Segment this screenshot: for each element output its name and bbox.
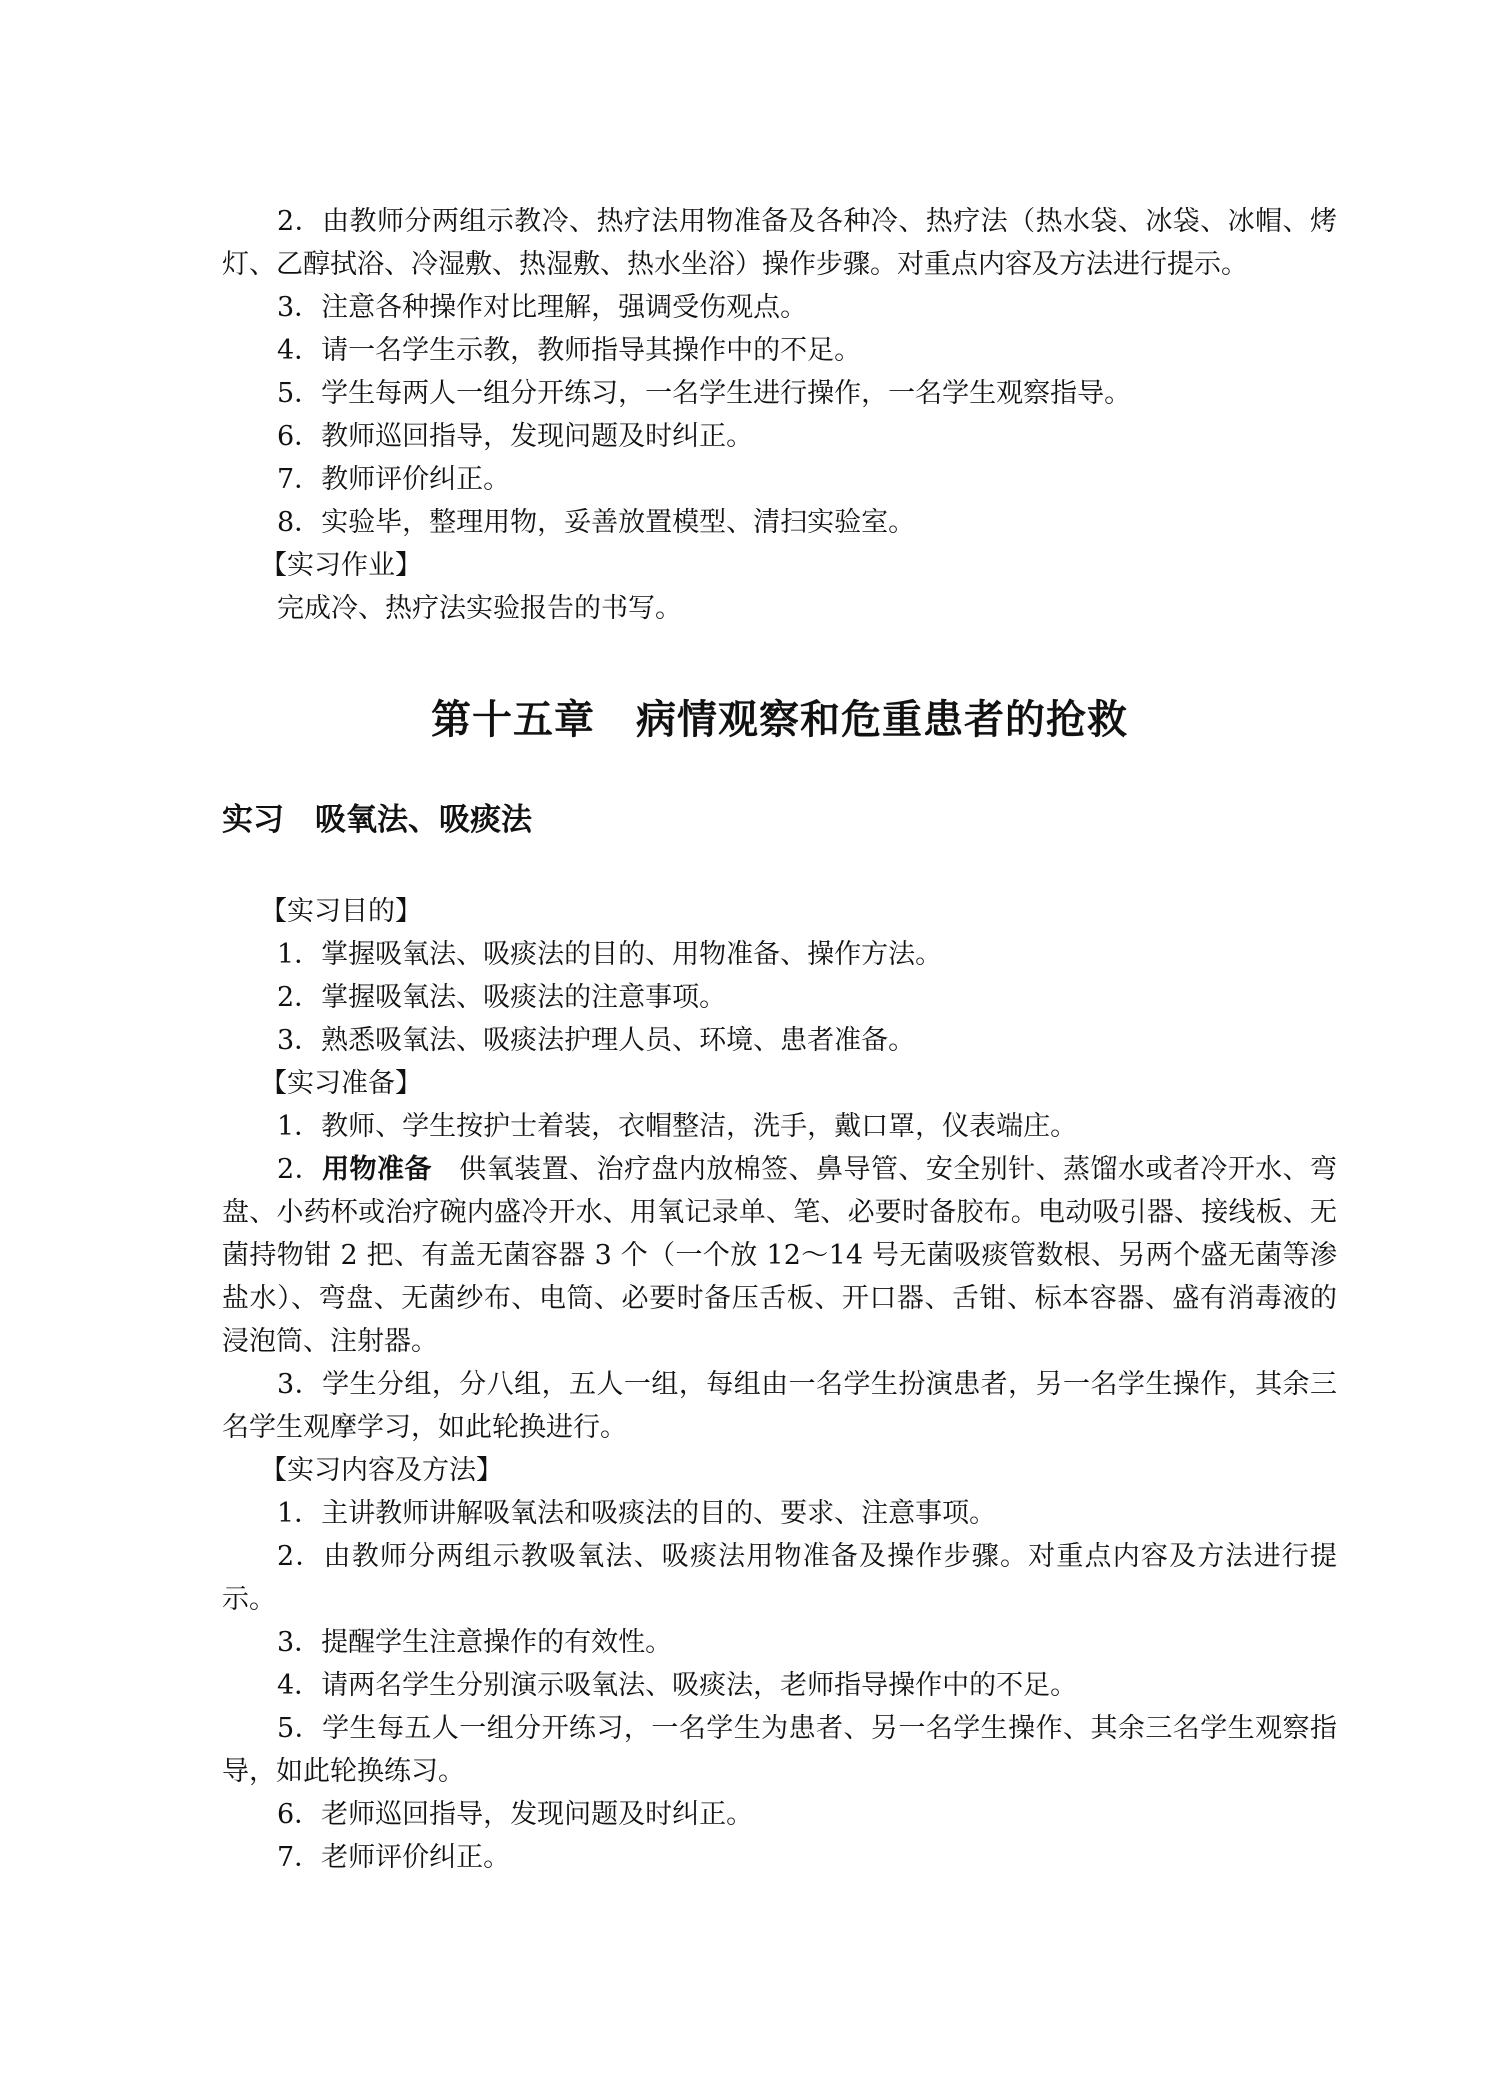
- document-page: [222, 200, 1337, 1879]
- chapter-title: 第十五章 病情观察和危重患者的抢救: [431, 697, 1128, 743]
- objectives-heading: 【实习目的】: [260, 896, 422, 927]
- list-item: 5．学生每五人一组分开练习，一名学生为患者、另一名学生操作、其余三名学生观察指导，如此轮换练习。: [222, 1713, 1337, 1787]
- list-item: 3．注意各种操作对比理解，强调受伤观点。: [277, 292, 808, 323]
- list-item: 2．由教师分两组示教吸氧法、吸痰法用物准备及操作步骤。对重点内容及方法进行提示。: [222, 1541, 1337, 1615]
- supplies-label: 用物准备: [322, 1154, 432, 1185]
- list-item: 2．由教师分两组示教冷、热疗法用物准备及各种冷、热疗法（热水袋、冰袋、冰帽、烤灯、乙醇拭浴、冷湿敷、热湿敷、热水坐浴）操作步骤。对重点内容及方法进行提示。: [222, 206, 1337, 280]
- list-item: 6．教师巡回指导，发现问题及时纠正。: [277, 421, 754, 452]
- list-item: 3．熟悉吸氧法、吸痰法护理人员、环境、患者准备。: [277, 1025, 916, 1056]
- homework-text: 完成冷、热疗法实验报告的书写。: [277, 593, 682, 624]
- list-item: 5．学生每两人一组分开练习，一名学生进行操作，一名学生观察指导。: [277, 378, 1132, 409]
- list-item: 3．提醒学生注意操作的有效性。: [277, 1627, 673, 1658]
- list-item: 3．学生分组，分八组，五人一组，每组由一名学生扮演患者，另一名学生操作，其余三名学生观摩学习，如此轮换进行。: [222, 1369, 1337, 1443]
- list-item: 1．主讲教师讲解吸氧法和吸痰法的目的、要求、注意事项。: [277, 1498, 997, 1529]
- list-item: 4．请两名学生分别演示吸氧法、吸痰法，老师指导操作中的不足。: [277, 1670, 1078, 1701]
- supplies-text: 供氧装置、治疗盘内放棉签、鼻导管、安全别针、蒸馏水或者冷开水、弯盘、小药杯或治疗碗内盛冷开水、用氧记录单、笔、必要时备胶布。电动吸引器、接线板、无菌持物钳 2 把、有盖无菌容器 3 个（一个放 12～14 号无菌吸痰管数根、另两个盛无菌等渗盐水）、弯盘、无菌纱布、电筒、必要时备压舌板、开口器、舌钳、标本容器、盛有消毒液的浸泡筒、注射器。: [222, 1154, 1338, 1357]
- list-item: 8．实验毕，整理用物，妥善放置模型、清扫实验室。: [277, 507, 916, 538]
- list-item: 1．教师、学生按护士着装，衣帽整洁，洗手，戴口罩，仪表端庄。: [277, 1111, 1078, 1142]
- supplies-number: 2．: [277, 1154, 323, 1185]
- supplies-paragraph: [222, 1148, 1337, 1363]
- list-item: 7．老师评价纠正。: [277, 1842, 511, 1873]
- preparation-heading: 【实习准备】: [260, 1068, 422, 1099]
- list-item: 2．掌握吸氧法、吸痰法的注意事项。: [277, 982, 727, 1013]
- section-title: 实习 吸氧法、吸痰法: [222, 802, 532, 838]
- list-item: 7．教师评价纠正。: [277, 464, 511, 495]
- homework-heading: 【实习作业】: [260, 550, 422, 581]
- list-item: 1．掌握吸氧法、吸痰法的目的、用物准备、操作方法。: [277, 939, 943, 970]
- list-item: 6．老师巡回指导，发现问题及时纠正。: [277, 1799, 754, 1830]
- methods-heading: 【实习内容及方法】: [260, 1455, 503, 1486]
- list-item: 4．请一名学生示教，教师指导其操作中的不足。: [277, 335, 862, 366]
